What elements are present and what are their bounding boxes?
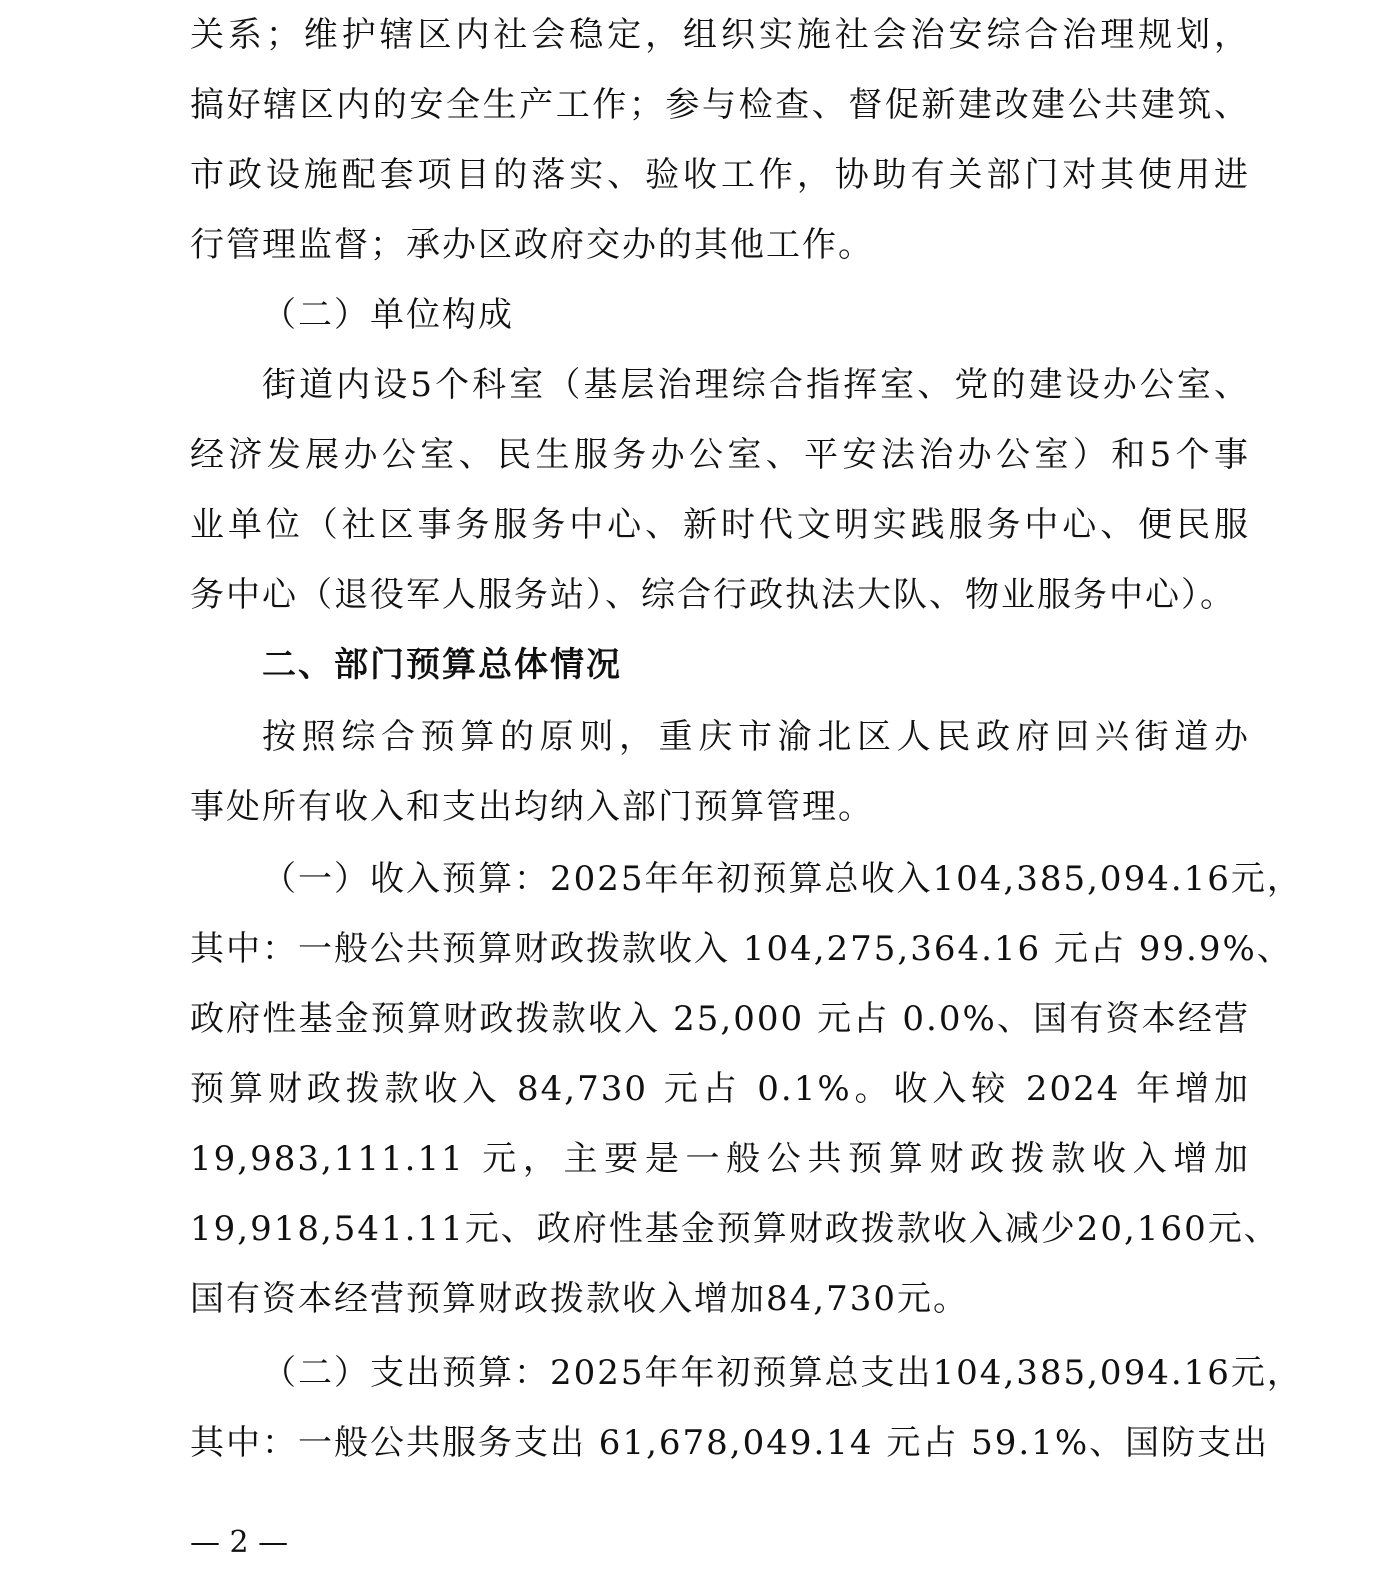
paragraph-line: 其中：一般公共预算财政拨款收入 104,275,364.16 元占 99.9%、 — [190, 929, 1293, 969]
subheading-unit-composition: （二）单位构成 — [262, 295, 514, 335]
paragraph-line: 街道内设5个科室（基层治理综合指挥室、党的建设办公室、 — [262, 365, 1250, 405]
paragraph-line: 搞好辖区内的安全生产工作；参与检查、督促新建改建公共建筑、 — [190, 85, 1250, 125]
paragraph-line: 务中心（退役军人服务站）、综合行政执法大队、物业服务中心）。 — [190, 575, 1236, 615]
paragraph-line: （一）收入预算：2025年年初预算总收入104,385,094.16元， — [262, 859, 1303, 899]
paragraph-line: 19,983,111.11 元，主要是一般公共预算财政拨款收入增加 — [190, 1139, 1250, 1179]
paragraph-line: 行管理监督；承办区政府交办的其他工作。 — [190, 225, 874, 265]
paragraph-line: 关系；维护辖区内社会稳定，组织实施社会治安综合治理规划， — [190, 15, 1250, 55]
page-number: — 2 — — [190, 1525, 289, 1560]
paragraph-line: 预算财政拨款收入 84,730 元占 0.1%。收入较 2024 年增加 — [190, 1069, 1250, 1109]
paragraph-line: 业单位（社区事务服务中心、新时代文明实践服务中心、便民服 — [190, 505, 1250, 545]
paragraph-line: 政府性基金预算财政拨款收入 25,000 元占 0.0%、国有资本经营 — [190, 999, 1250, 1039]
paragraph-line: 按照综合预算的原则，重庆市渝北区人民政府回兴街道办 — [262, 717, 1250, 757]
paragraph-line: 事处所有收入和支出均纳入部门预算管理。 — [190, 787, 874, 827]
paragraph-line: 19,918,541.11元、政府性基金预算财政拨款收入减少20,160元、 — [190, 1209, 1280, 1249]
paragraph-line: 其中：一般公共服务支出 61,678,049.14 元占 59.1%、国防支出 — [190, 1423, 1270, 1463]
paragraph-line: 市政设施配套项目的落实、验收工作，协助有关部门对其使用进 — [190, 155, 1250, 195]
paragraph-line: 经济发展办公室、民生服务办公室、平安法治办公室）和5个事 — [190, 435, 1250, 475]
paragraph-line: （二）支出预算：2025年年初预算总支出104,385,094.16元， — [262, 1353, 1303, 1393]
section-heading-budget-overview: 二、部门预算总体情况 — [262, 645, 622, 685]
paragraph-line: 国有资本经营预算财政拨款收入增加84,730元。 — [190, 1279, 969, 1319]
